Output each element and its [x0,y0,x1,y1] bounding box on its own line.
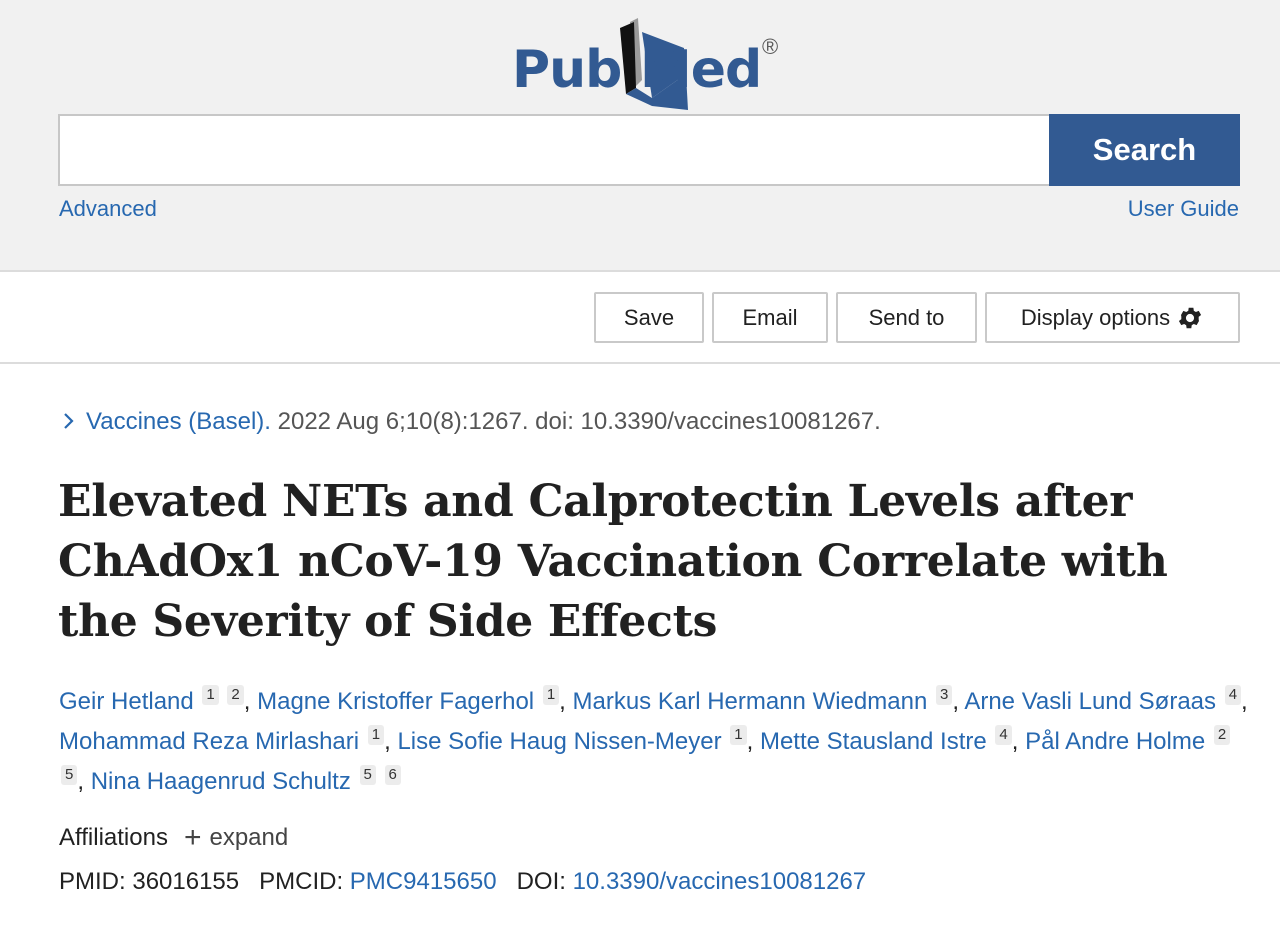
affiliation-number[interactable]: 4 [995,725,1011,745]
affiliations-row [59,821,289,854]
author-separator: , [77,768,91,795]
pmcid-label: PMCID: [259,868,350,895]
affiliation-number[interactable]: 1 [202,685,218,705]
article-title: Elevated NETs and Calprotectin Levels after ChAdOx1 nCoV-19 Vaccination Correlate with the Severity of Side Effects [58,476,1168,647]
doi-link[interactable]: 10.3390/vaccines10081267 [572,868,867,895]
search-input[interactable] [58,114,1050,186]
author-link[interactable]: Lise Sofie Haug Nissen-Meyer [397,728,722,755]
author-separator: , [559,688,573,715]
identifiers-row [59,868,866,896]
author-link[interactable]: Geir Hetland [59,688,194,715]
display-options-button[interactable] [985,292,1240,343]
affiliation-number[interactable]: 5 [360,765,376,785]
affiliation-number[interactable]: 2 [1214,725,1230,745]
affiliations-expand-toggle[interactable] [183,821,289,854]
journal-link[interactable]: Vaccines (Basel). [86,408,271,435]
affiliation-number[interactable]: 2 [227,685,243,705]
site-header [0,0,1280,272]
action-bar [0,272,1280,364]
author-link[interactable]: Nina Haagenrud Schultz [90,768,351,795]
affiliation-number[interactable]: 1 [730,725,746,745]
logo-text-pub: Pub [512,40,622,100]
author-list [59,682,1249,802]
affiliations-label: Affiliations [59,824,168,851]
affiliation-number[interactable]: 6 [385,765,401,785]
email-button[interactable]: Email [712,292,828,343]
citation-details: 2022 Aug 6;10(8):1267. doi: 10.3390/vaccines10081267. [270,408,881,435]
affiliation-number[interactable]: 4 [1225,685,1241,705]
author-separator: , [952,688,965,715]
affiliation-number[interactable]: 1 [543,685,559,705]
author-link[interactable]: Arne Vasli Lund Søraas [964,688,1217,715]
citation-line [60,408,881,436]
display-options-label: Display options [1020,304,1171,330]
author-link[interactable]: Markus Karl Hermann Wiedmann [572,688,928,715]
send-to-button[interactable]: Send to [836,292,977,343]
registered-mark: ® [762,34,779,59]
affiliation-number[interactable]: 5 [61,765,77,785]
affiliation-number[interactable]: 1 [368,725,384,745]
expand-label: expand [209,824,289,851]
author-separator: , [1011,728,1026,755]
plus-icon: + [183,821,202,854]
author-link[interactable]: Pål Andre Holme [1025,728,1206,755]
gear-icon [1176,304,1204,332]
search-button[interactable]: Search [1049,114,1240,186]
author-link[interactable]: Mette Stausland Istre [759,728,987,755]
author-link[interactable]: Mohammad Reza Mirlashari [59,728,360,755]
user-guide-link[interactable]: User Guide [1127,196,1239,221]
doi-label: DOI: [516,868,573,895]
author-separator: , [243,688,258,715]
advanced-search-link[interactable]: Advanced [59,196,157,221]
affiliation-number[interactable]: 3 [936,685,952,705]
author-link[interactable]: Magne Kristoffer Fagerhol [257,688,535,715]
logo-text-med: Med [640,40,762,100]
author-separator: , [1241,688,1248,715]
pmid-value: 36016155 [132,868,240,895]
author-separator: , [746,728,760,755]
author-separator: , [384,728,398,755]
pmcid-link[interactable]: PMC9415650 [349,868,497,895]
pmid-label: PMID: [59,868,133,895]
save-button[interactable]: Save [594,292,704,343]
chevron-right-icon[interactable] [60,412,78,430]
